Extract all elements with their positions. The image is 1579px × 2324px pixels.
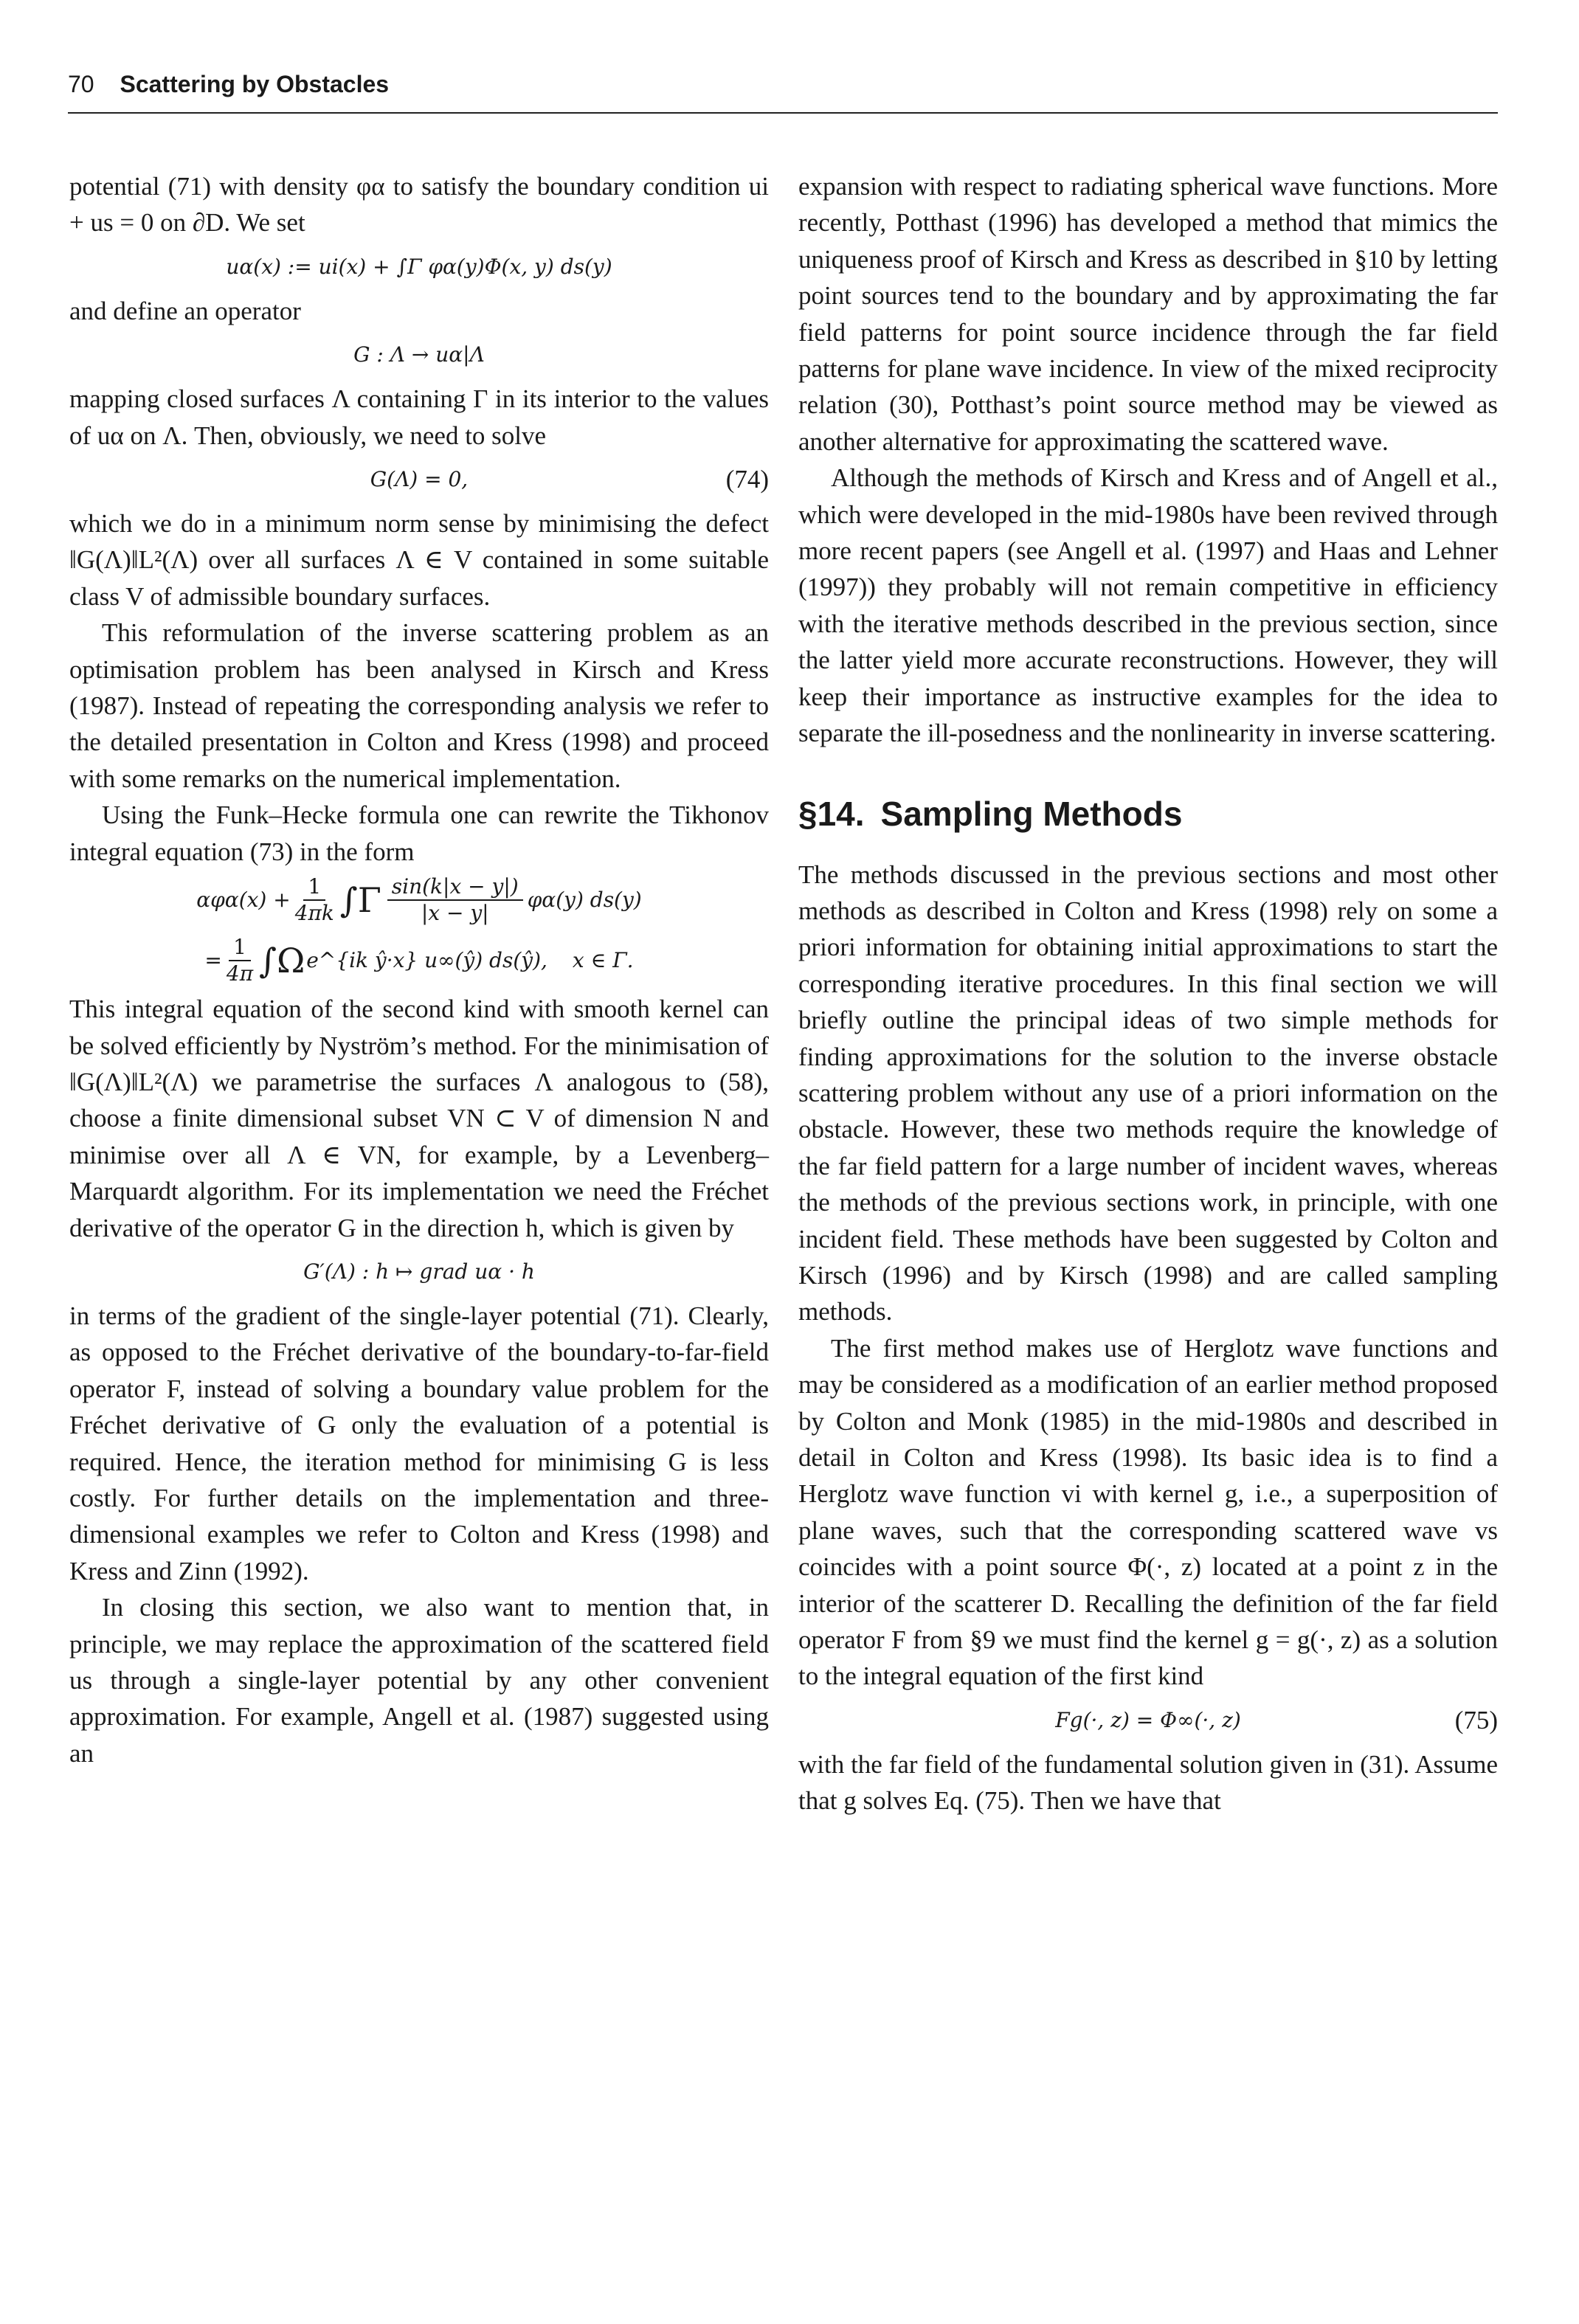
section-heading	[798, 792, 1498, 836]
equation: G : Λ → uα|Λ	[353, 342, 485, 367]
running-header	[68, 65, 1498, 114]
paragraph: The first method makes use of Herglotz wave functions and may be considered as a modification of an earlier method proposed by Colton and Monk (1985) in the mid-1980s and described in detail in Colton and Kress (1998). Its basic idea is to find a Herglotz wave function vi with kernel g, i.e., a superposition of plane waves, such that the corresponding scattered wave vs coincides with a point source Φ(·, z) located at a point z in the interior of the scatterer D. Recalling the definition of the far field operator F from §9 we must find the kernel g = g(·, z) as a solution to the integral equation of the first kind	[798, 1333, 1498, 1691]
equation-74: G(Λ) = 0, (74)	[370, 465, 769, 494]
paragraph: This reformulation of the inverse scattering problem as an optimisation problem has been analysed in Kirsch and Kress (1987). Instead of repeating the corresponding analysis we refer to the detailed presentation in Colton and Kress (1998) and proceed with some remarks on the numerical implementation.	[69, 618, 769, 793]
equation-funk-hecke-line1: αφα(x) + $\frac{1}{4\pi k}$ ∫Γ $\frac{\sin(k|x - y|)}{|x - y|}$ φα(y) ds(y)	[196, 874, 642, 926]
page-number: 70	[68, 71, 94, 97]
equation-number: (75)	[1454, 1705, 1498, 1735]
section-title: Sampling Methods	[880, 794, 1183, 833]
equation: G′(Λ) : h ↦ grad uα · h	[303, 1259, 535, 1284]
paragraph: Using the Funk–Hecke formula one can rewrite the Tikhonov integral equation (73) in the form	[69, 800, 769, 866]
left-column	[69, 168, 769, 1771]
paragraph: Although the methods of Kirsch and Kress and of Angell et al., which were developed in the mid-1980s have been revived through more recent papers (see Angell et al. (1997) and Haas and Lehner (1997)) they probably will not remain competitive in efficiency with the iterative methods described in the previous section, since the latter yield more accurate reconstructions. However, they will keep their importance as instructive examples for the idea to separate the ill-posedness and the nonlinearity in inverse scattering.	[798, 463, 1498, 748]
equation: uα(x) := ui(x) + ∫Γ φα(y)Φ(x, y) ds(y)	[226, 254, 612, 279]
paragraph: In closing this section, we also want to mention that, in principle, we may replace the approximation of the scattered field us through a single-layer potential by any other convenient approximation. For example, Angell et al. (1987) suggested using an	[69, 1593, 769, 1768]
paragraph: potential (71) with density φα to satisfy the boundary condition ui + us = 0 on ∂D. We set	[69, 172, 769, 238]
paragraph: mapping closed surfaces Λ containing Γ in its interior to the values of uα on Λ. Then, obviously, we need to solve	[69, 384, 769, 450]
paragraph: with the far field of the fundamental solution given in (31). Assume that g solves Eq. (75). Then we have that	[798, 1749, 1498, 1816]
paragraph: expansion with respect to radiating spherical wave functions. More recently, Potthast (1996) has developed a method that mimics the uniqueness proof of Kirsch and Kress as described in §10 by letting point sources tend to the boundary and by approximating the far field patterns for point source incidence through the far field patterns for plane wave incidence. In view of the mixed reciprocity relation (30), Potthast’s point source method may be viewed as another alternative for approximating the scattered wave.	[798, 172, 1498, 456]
section-number: §14.	[798, 794, 865, 833]
paragraph: which we do in a minimum norm sense by minimising the defect ‖G(Λ)‖L²(Λ) over all surfaces Λ ∈ V contained in some suitable class V of admissible boundary surfaces.	[69, 509, 769, 611]
paragraph: and define an operator	[69, 296, 301, 325]
equation-number: (74)	[725, 465, 769, 494]
paragraph: This integral equation of the second kind with smooth kernel can be solved efficiently by Nyström’s method. For the minimisation of ‖G(Λ)‖L²(Λ) we parametrise the surfaces Λ analogous to (58), choose a finite dimensional subset VN ⊂ V of dimension N and minimise over all Λ ∈ VN, for example, by a Levenberg–Marquardt algorithm. For its implementation we need the Fréchet derivative of the operator G in the direction h, which is given by	[69, 995, 769, 1242]
equation-75: Fg(·, z) = Φ∞(·, z) (75)	[1055, 1705, 1498, 1735]
running-title: Scattering by Obstacles	[120, 71, 390, 97]
paragraph: in terms of the gradient of the single-layer potential (71). Clearly, as opposed to the Fréchet derivative of the boundary-to-far-field operator F, instead of solving a boundary value problem for the Fréchet derivative of G only the evaluation of a potential is required. Hence, the iteration method for minimising G is less costly. For further details on the implementation and three-dimensional examples we refer to Colton and Kress (1998) and Kress and Zinn (1992).	[69, 1301, 769, 1585]
right-column	[798, 168, 1498, 1819]
equation-funk-hecke-line2: = $\frac{1}{4\pi}$ ∫Ω e^{ik ŷ·x} u∞(ŷ) ds(ŷ), x ∈ Γ.	[204, 935, 634, 986]
paragraph: The methods discussed in the previous sections and most other methods as described in Colton and Kress (1998) rely on some a priori information for obtaining initial approximations to start the corresponding iterative procedures. In this final section we will briefly outline the principal ideas of two simple methods for finding approximations for the solution to the inverse obstacle scattering problem without any use of a priori information on the obstacle. However, these two methods require the knowledge of the far field pattern for a large number of incident waves, whereas the methods of the previous sections work, in principle, with one incident field. These methods have been suggested by Colton and Kirsch (1996) and by Kirsch (1998) and are called sampling methods.	[798, 860, 1498, 1327]
